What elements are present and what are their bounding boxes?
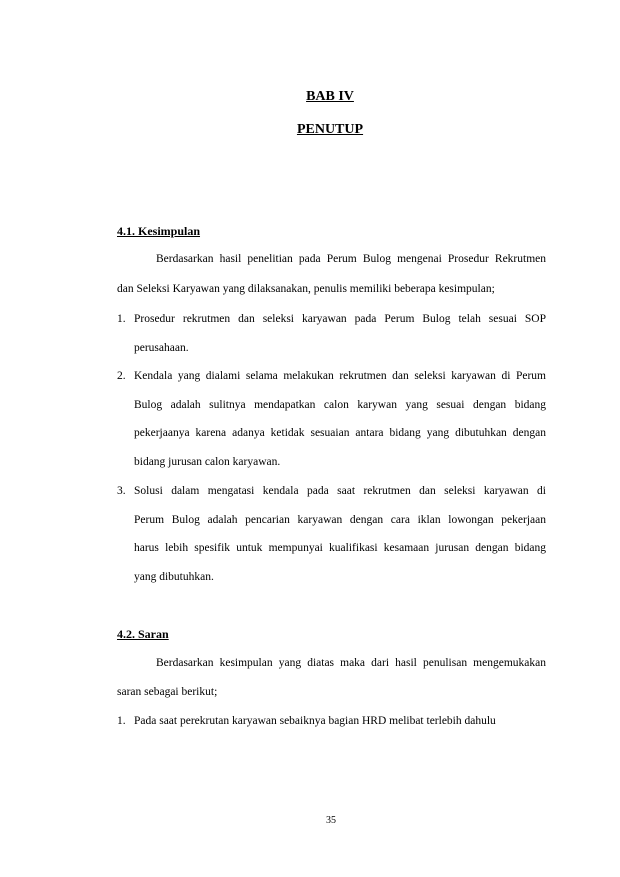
chapter-title: PENUTUP [296, 122, 364, 137]
list-item-line: Prosedur rekrutmen dan seleksi karyawan pada Perum Bulog telah sesuai SOP [134, 313, 546, 325]
list-item-line: Perum Bulog adalah pencarian karyawan dengan cara iklan lowongan pekerjaan [134, 514, 546, 526]
list-item-line: Kendala yang dialami selama melakukan rekrutmen dan seleksi karyawan di Perum [134, 370, 546, 382]
list-item-line: bidang jurusan calon karyawan. [134, 456, 281, 468]
list-item-line: Bulog adalah sulitnya mendapatkan calon karywan yang sesuai dengan bidang [134, 399, 546, 411]
list-item-line: harus lebih spesifik untuk mempunyai kualifikasi kesamaan jurusan dengan bidang [134, 542, 546, 554]
section-heading-saran: 4.2. Saran [117, 627, 169, 641]
list-item-line: Solusi dalam mengatasi kendala pada saat rekrutmen dan seleksi karyawan di [134, 485, 546, 497]
list-number: 2. [117, 370, 126, 382]
list-item-line: yang dibutuhkan. [134, 571, 214, 583]
page-number: 35 [326, 815, 336, 826]
chapter-number: BAB IV [306, 89, 354, 104]
list-item-line: pekerjaanya karena adanya ketidak sesuaian antara bidang yang dibutuhkan dengan [134, 427, 546, 439]
paragraph-line: saran sebagai berikut; [117, 686, 218, 698]
list-item-line: Pada saat perekrutan karyawan sebaiknya bagian HRD melibat terlebih dahulu [134, 715, 496, 727]
section-heading-kesimpulan: 4.1. Kesimpulan [117, 224, 201, 238]
paragraph-line: Berdasarkan kesimpulan yang diatas maka dari hasil penulisan mengemukakan [156, 657, 546, 669]
list-number: 1. [117, 715, 126, 727]
paragraph-line: dan Seleksi Karyawan yang dilaksanakan, penulis memiliki beberapa kesimpulan; [117, 283, 495, 295]
paragraph-line: Berdasarkan hasil penelitian pada Perum Bulog mengenai Prosedur Rekrutmen [156, 253, 546, 265]
list-item-line: perusahaan. [134, 342, 189, 354]
list-number: 3. [117, 485, 126, 497]
list-number: 1. [117, 313, 126, 325]
